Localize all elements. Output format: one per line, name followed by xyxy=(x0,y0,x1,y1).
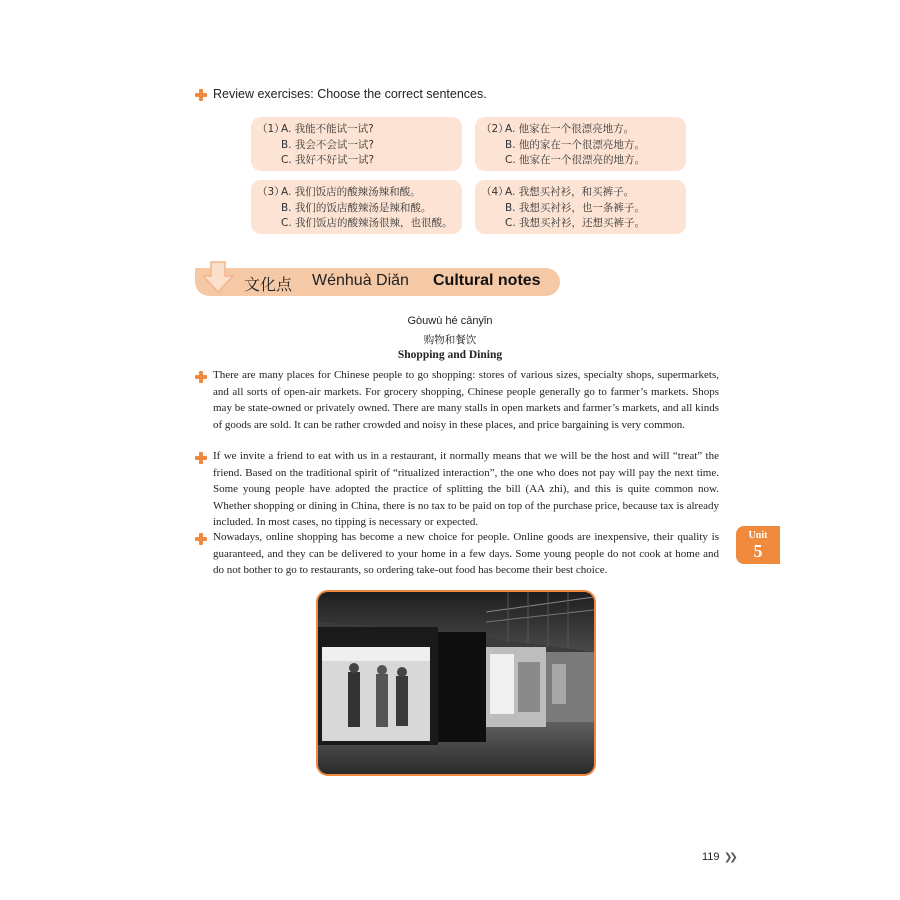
down-arrow-icon xyxy=(201,260,235,294)
exercise-box-1 xyxy=(251,117,462,171)
exercise-option: A. 我想买衬衫，和买裤子。 xyxy=(505,186,635,198)
orange-plus-bullet-icon xyxy=(195,371,207,383)
exercise-option: C. 他家在一个很漂亮的地方。 xyxy=(505,154,646,166)
exercise-option: C. 我想买衬衫，还想买裤子。 xyxy=(505,217,646,229)
exercise-option: B. 他的家在一个很漂亮地方。 xyxy=(505,138,645,151)
exercise-option: B. 我想买衬衫，也一条裤子。 xyxy=(505,201,645,214)
double-chevron-right-icon: ❯❯ xyxy=(724,852,735,863)
exercise-number: （2） xyxy=(481,123,509,135)
shopping-mall-photo xyxy=(316,590,596,776)
exercise-number: （1） xyxy=(257,123,285,135)
review-exercises-title: Review exercises: Choose the correct sentences. xyxy=(213,87,487,101)
exercise-option: A. 我能不能试一试? xyxy=(281,123,374,135)
exercise-number: （4） xyxy=(481,186,509,198)
exercise-option: C. 我们饭店的酸辣汤很辣，也很酸。 xyxy=(281,217,453,229)
exercise-option: C. 我好不好试一试? xyxy=(281,154,375,166)
paragraph-shopping: There are many places for Chinese people to go shopping: stores of various sizes, specialty shops, supermarkets, and all sorts of open-air markets. For grocery shopping, Chinese people generally go to farmer’s markets. Shops may be state-owned or privately owned. There are many stalls in open markets and farmer’s markets, and all kinds of goods are sold. It can be rather crowded and noisy in these places, and price bargaining is very common. xyxy=(213,369,719,431)
banner-chinese-title: 文化点 xyxy=(244,275,293,294)
section-english-title: Shopping and Dining xyxy=(397,349,503,361)
unit-number: 5 xyxy=(753,541,763,561)
banner-pinyin-title: Wénhuà Diǎn xyxy=(312,272,409,289)
banner-english-title: Cultural notes xyxy=(433,272,541,289)
unit-tab xyxy=(736,526,780,564)
exercise-option: A. 我们饭店的酸辣汤辣和酸。 xyxy=(281,186,421,198)
section-pinyin-title: Gòuwù hé cānyǐn xyxy=(407,315,493,327)
exercise-number: （3） xyxy=(257,186,285,198)
exercise-option: B. 我们的饭店酸辣汤是辣和酸。 xyxy=(281,201,432,214)
page-number: 119 xyxy=(702,851,720,863)
orange-plus-bullet-icon xyxy=(195,89,207,101)
exercise-option: B. 我会不会试一试? xyxy=(281,138,374,151)
orange-plus-bullet-icon xyxy=(195,452,207,464)
exercise-box-3 xyxy=(251,180,462,234)
paragraph-online-shopping: Nowadays, online shopping has become a new choice for people. Online goods are inexpensive, their quality is guaranteed, and they can be delivered to your home in a few days. Some young people do not cook at home and do not bother to go to restaurants, so ordering take-out food has become their best choice. xyxy=(213,531,719,576)
section-chinese-title: 购物和餐饮 xyxy=(423,334,477,346)
exercise-box-4 xyxy=(475,180,686,234)
paragraph-dining: If we invite a friend to eat with us in a restaurant, it normally means that we will be the host and will “treat” the friend. Based on the traditional spirit of “ritualized interaction”, the one who does not pay will pay the next time. Some young people have adopted the practice of splitting the bill (AA zhi), and this is quite common now. Whether shopping or dining in China, there is no tax to be paid on top of the purchase price, because tax is already included. In most cases, no tipping is necessary or expected. xyxy=(213,450,719,528)
unit-label: Unit xyxy=(748,530,768,541)
exercise-box-2 xyxy=(475,117,686,171)
orange-plus-bullet-icon xyxy=(195,533,207,545)
exercise-option: A. 他家在一个很漂亮地方。 xyxy=(505,123,635,135)
